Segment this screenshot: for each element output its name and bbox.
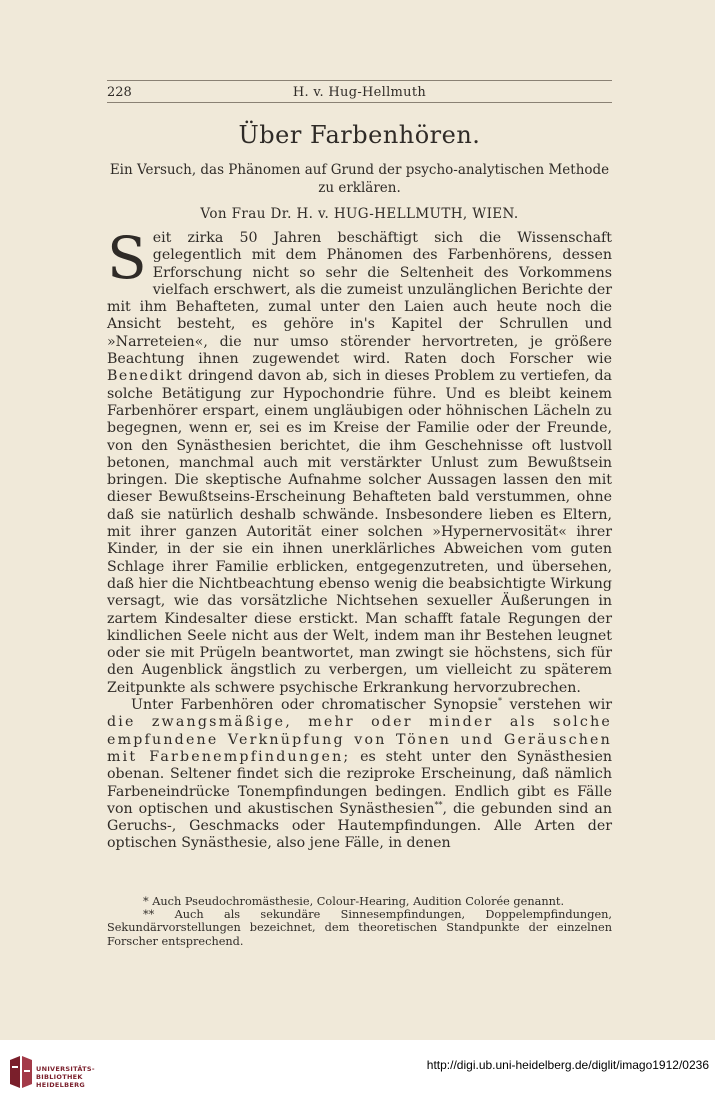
footnote-1: * Auch Pseudochromästhesie, Colour-Hearing, Audition Colorée genannt. <box>143 895 565 908</box>
paragraph-1-rest: dringend davon ab, sich in dieses Problem zu vertiefen, da solche Betätigung zur Hypochondrie führe. Und es bleibt keinem Farbenhörer erspart, einem ungläubigen oder höhnischen Lächeln zu begegnen, wenn er, sei es im Kreise der Familie oder der Freunde, von den Synästhesien berichtet, die ihm Geschehnisse oft lustvoll betonen, manchmal auch mit verstärkter Unlust zum Bewußtsein bringen. Die skeptische Aufnahme solcher Aussagen lassen den mit dieser Bewußtseins-Erscheinung Behafteten bald verstummen, ohne daß sie natürlich deshalb schwände. Insbesondere lieben es Eltern, mit ihrer ganzen Autorität einer solchen »Hypernervosität« ihrer Kinder, in der sie ein ihnen unerklärliches Abweichen vom guten Schlage ihrer Familie erblicken, entgegenzutreten, und übersehen, daß hier die Nichtbeachtung ebenso wenig die beabsichtigte Wirkung versagt, wie das vorsätzliche Nichtsehen sexueller Äußerungen in zartem Kindesalter diese erstickt. Man schafft fatale Regungen der kindlichen Seele nicht aus der Welt, indem man ihr Bestehen leugnet oder sie mit Prügeln beantwortet, man zwingt sie höchstens, sich für den Augenblick ängstlich zu verbergen, um vielleicht zu späterem Zeitpunkte als schwere psychische Erkrankung hervorzubrechen. <box>107 368 612 696</box>
logo-line-1: UNIVERSITÄTS- <box>36 1065 95 1073</box>
footnotes <box>107 895 612 948</box>
paragraph-2-mid: verstehen wir <box>509 697 613 714</box>
top-rule <box>107 80 612 81</box>
paragraph-1-text: eit zirka 50 Jahren beschäftigt sich die Wissenschaft gelegentlich mit dem Phänomen des Farbenhörens, dessen Erforschung nicht so sehr die Seltenheit des Vorkommens vielfach erschwert, als die zumeist unzulänglichen Berichte der mit ihm Behafteten, zumal unter den Laien auch heute noch die Ansicht besteht, es gehöre in's Kapitel der Schrullen und »Narreteien«, die nur umso störender hervortreten, je größere Beachtung ihnen zugewendet wird. Raten doch Forscher wie <box>107 230 612 368</box>
article-body <box>107 224 613 853</box>
logo-line-3: HEIDELBERG <box>36 1081 86 1089</box>
paragraph-2-emphasis: die zwangsmäßige, mehr oder minder als solche empfundene Verknüpfung von Tönen und Geräuschen mit Farbenempfindungen; <box>107 714 612 765</box>
footnote-mark-1: * <box>497 696 502 706</box>
author-line: Von Frau Dr. H. v. HUG-HELLMUTH, WIEN. <box>200 206 519 222</box>
drop-cap: S <box>107 224 147 292</box>
running-title: H. v. Hug-Hellmuth <box>292 85 427 100</box>
header-rule <box>107 102 612 103</box>
logo-text <box>36 1065 95 1089</box>
paragraph-2-end: , die gebunden sind an Geruchs-, Geschmacks oder Hautempfindungen. Alle Arten der optischen Synästhesie, also jene Fälle, in denen <box>107 800 612 852</box>
running-header <box>107 85 612 101</box>
footnote-2: ** Auch als sekundäre Sinnesempfindungen, Doppelempfindungen, Sekundärvorstellungen bezeichnet, dem theoretischen Standpunkte der einzelnen Forscher entsprechend. <box>107 908 612 948</box>
paragraph-2-start: Unter Farbenhören oder chromatischer Synopsie <box>131 697 498 714</box>
article-subtitle: Ein Versuch, das Phänomen auf Grund der psycho-analytischen Methode zu erklären. <box>109 162 610 196</box>
page-number: 228 <box>107 85 132 100</box>
paragraph-2 <box>107 697 612 853</box>
paragraph-1 <box>107 224 612 697</box>
logo-line-2: BIBLIOTHEK <box>36 1073 83 1081</box>
name-benedikt: Benedikt <box>107 368 184 385</box>
source-url[interactable]: http://digi.ub.uni-heidelberg.de/diglit/imago1912/0236 <box>426 1058 709 1072</box>
paragraph-2-rest: es steht unter den Synästhesien obenan. Seltener findet sich die reziproke Erscheinung, daß nämlich Farbeneindrücke Tonempfindungen bedingen. Endlich gibt es Fälle von optischen und akustischen Synästhesien <box>107 748 612 817</box>
footnote-mark-2: ** <box>434 800 443 810</box>
article-title: Über Farbenhören. <box>238 121 481 149</box>
